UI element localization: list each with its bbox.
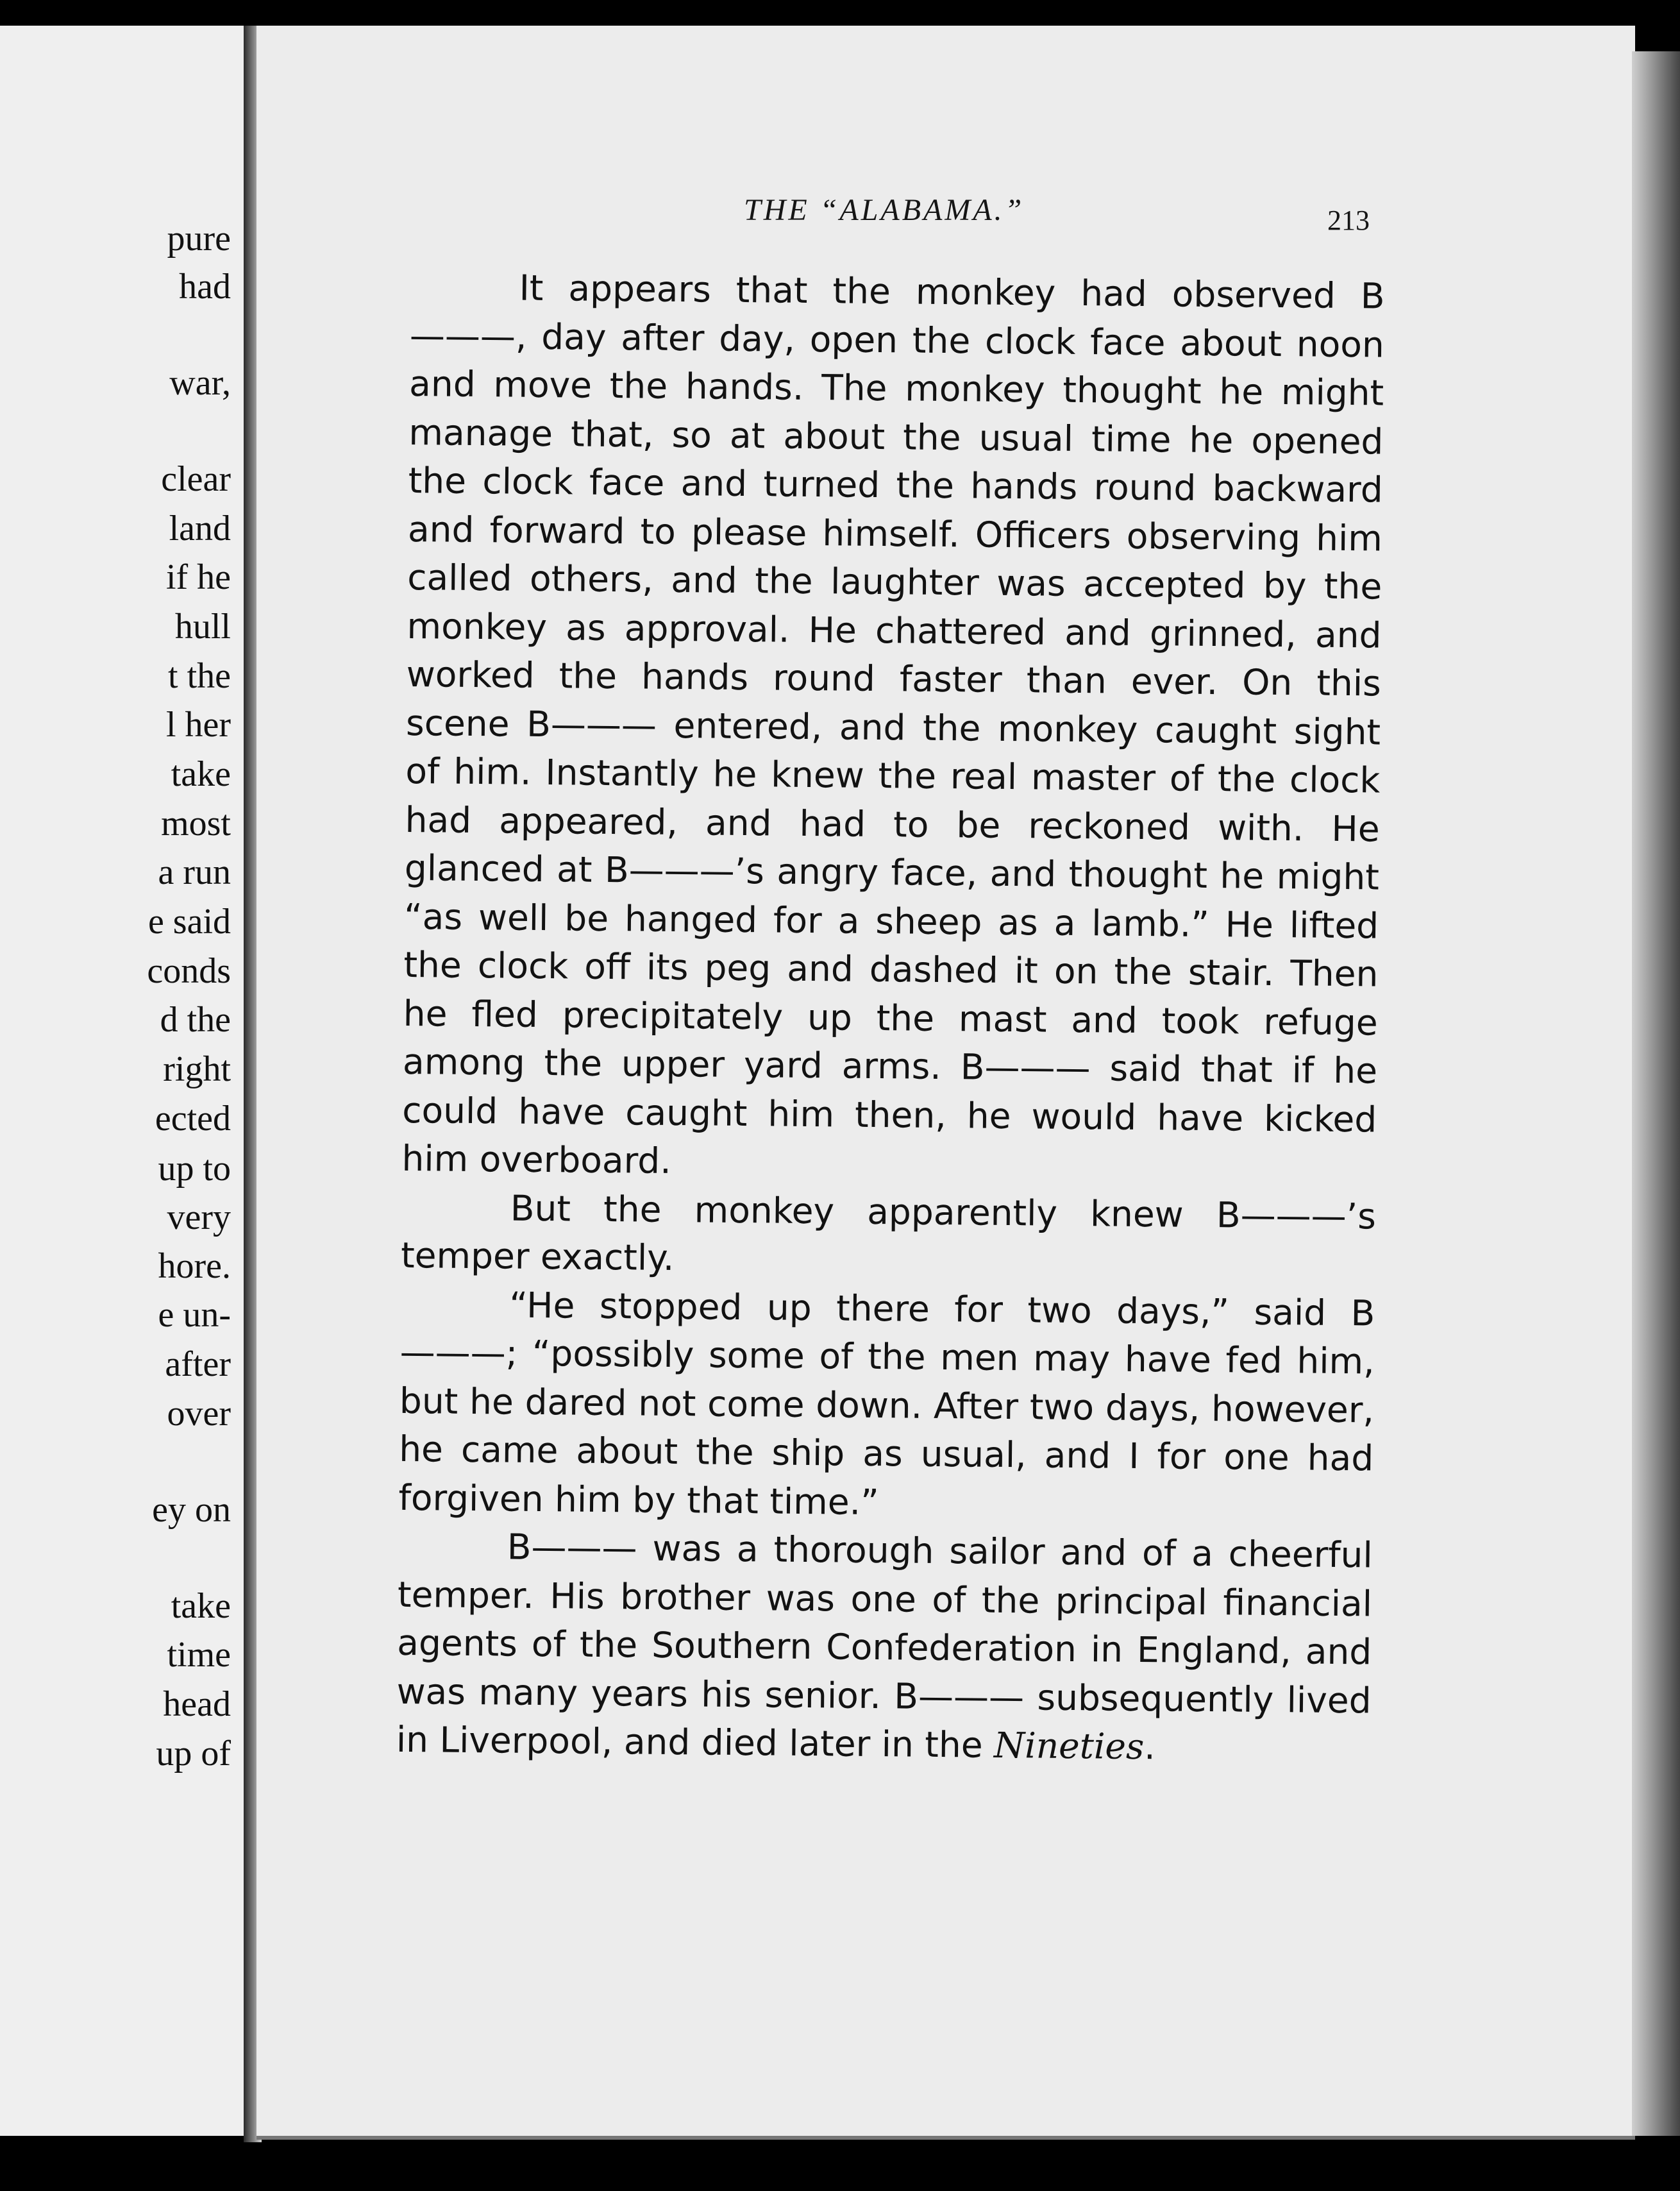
italic-word: Nineties [993,1724,1145,1768]
page-edge [1632,51,1680,2136]
facing-page-line: very [167,1197,231,1237]
facing-page-line: conds [147,951,231,991]
facing-page-fragment [0,26,246,2136]
page-body [396,263,1385,1773]
facing-page-line: take [171,754,231,794]
facing-page-line: if he [165,557,231,597]
facing-page-line: time [167,1635,231,1675]
facing-page-line: t the [168,656,231,696]
facing-page-line: up of [156,1734,231,1773]
facing-page-line: up to [158,1149,231,1189]
facing-page-line: e un- [158,1295,231,1335]
facing-page-line: after [165,1344,231,1384]
facing-page-line: most [161,804,231,843]
facing-page-line: hull [174,607,231,647]
paragraph: “He stopped up there for two days,” said B———; “possibly some of the men may have fed him, but he dared not come down. After two days, however, he came about the ship as usual, and I for one had forgiven him by that time.” [398,1284,1375,1523]
page-number: 213 [1327,205,1370,236]
facing-page-line: pure [167,219,231,258]
paragraph: It appears that the monkey had observed B———, day after day, open the clock face about noon and move the hands. The monkey thought he might manage that, so at about the usual time he opened the clock face and turned the hands round backward and forward to please himself. Officers observing him called others, and the laughter was accepted by the monkey as approval. He chattered and grinned, and worked the hands round faster than ever. On this scene B——— entered, and the monkey caught sight of him. Instantly he knew the real master of the clock had appeared, and had to be reckoned with. He glanced at B———’s angry face, and thought he might “as well be hanged for a sheep as a lamb.” He lifted the clock off its peg and dashed it on the stair. Then he fled precipitately up the mast and took refuge among the upper yard arms. B——— said that if he could have caught him then, he would have kicked him overboard. [401,267,1385,1181]
paragraph [396,1522,1373,1773]
facing-page-line: right [163,1049,231,1089]
facing-page-line: hore. [158,1246,231,1286]
facing-page-line: over [167,1394,231,1434]
facing-page-line: take [171,1586,231,1626]
period: . [1143,1726,1156,1768]
facing-page-line: a run [158,852,231,892]
facing-page-line: ected [155,1099,231,1138]
facing-page-line: had [179,267,231,307]
facing-page-line: land [169,509,231,548]
facing-page-line: e said [147,902,231,942]
running-head: THE “ALABAMA.” [744,193,1025,227]
facing-page-line: l her [165,705,231,745]
paragraph: But the monkey apparently knew B———’s temper exactly. [400,1187,1377,1279]
facing-page-line: head [163,1684,231,1724]
facing-page-line: ey on [152,1490,231,1530]
paragraph-text: B——— was a thorough sailor and of a cheerful temper. His brother was one of the principal financial agents of the Southern Confederation in England, and was many years his senior. B——— subsequently lived in Liverpool, and died later in the [396,1526,1373,1766]
facing-page-line: d the [160,1000,231,1040]
facing-page-line: war, [169,363,231,403]
facing-page-line: clear [161,459,231,499]
